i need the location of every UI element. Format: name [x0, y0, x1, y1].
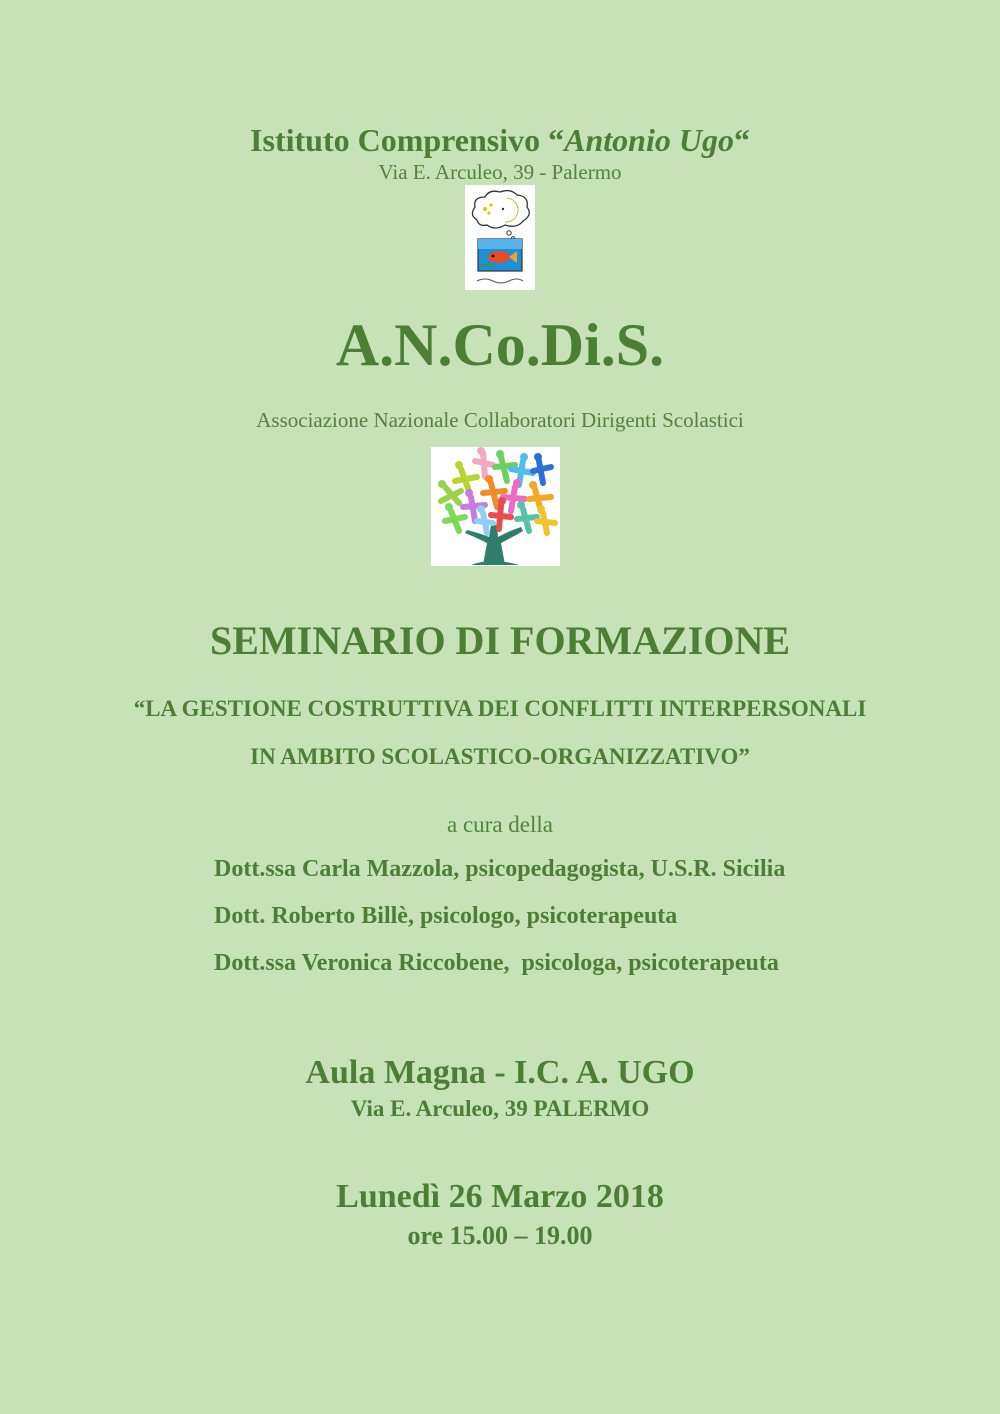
school-name: [0, 120, 1000, 160]
school-logo: [465, 185, 535, 290]
association-logo: [431, 447, 560, 566]
association-full-name: Associazione Nazionale Collaboratori Dirigenti Scolastici: [256, 408, 744, 432]
seminar-subtitle-line1: “LA GESTIONE COSTRUTTIVA DEI CONFLITTI INTERPERSONALI: [133, 696, 867, 721]
speaker-2: Dott. Roberto Billè, psicologo, psicoterapeuta: [214, 903, 678, 929]
event-date: Lunedì 26 Marzo 2018: [336, 1178, 664, 1215]
seminar-title: SEMINARIO DI FORMAZIONE: [209, 618, 791, 663]
association-acronym: A.N.Co.Di.S.: [335, 312, 665, 378]
school-name-italic: Antonio Ugo: [564, 122, 734, 158]
curated-by-label: a cura della: [447, 812, 553, 837]
school-logo-icon: [465, 185, 535, 290]
event-time: ore 15.00 – 19.00: [407, 1221, 593, 1250]
people-tree-icon: [431, 447, 560, 566]
school-name-suffix: “: [733, 122, 750, 158]
school-address: Via E. Arculeo, 39 - Palermo: [378, 160, 622, 184]
venue-address: Via E. Arculeo, 39 PALERMO: [350, 1096, 650, 1121]
venue-name: Aula Magna - I.C. A. UGO: [305, 1054, 695, 1091]
speaker-1: Dott.ssa Carla Mazzola, psicopedagogista, U.S.R. Sicilia: [214, 856, 786, 882]
speaker-3: Dott.ssa Veronica Riccobene, psicologa, psicoterapeuta: [214, 950, 779, 976]
seminar-subtitle-line2: IN AMBITO SCOLASTICO-ORGANIZZATIVO”: [250, 744, 750, 769]
school-name-prefix: Istituto Comprensivo “: [250, 122, 565, 158]
